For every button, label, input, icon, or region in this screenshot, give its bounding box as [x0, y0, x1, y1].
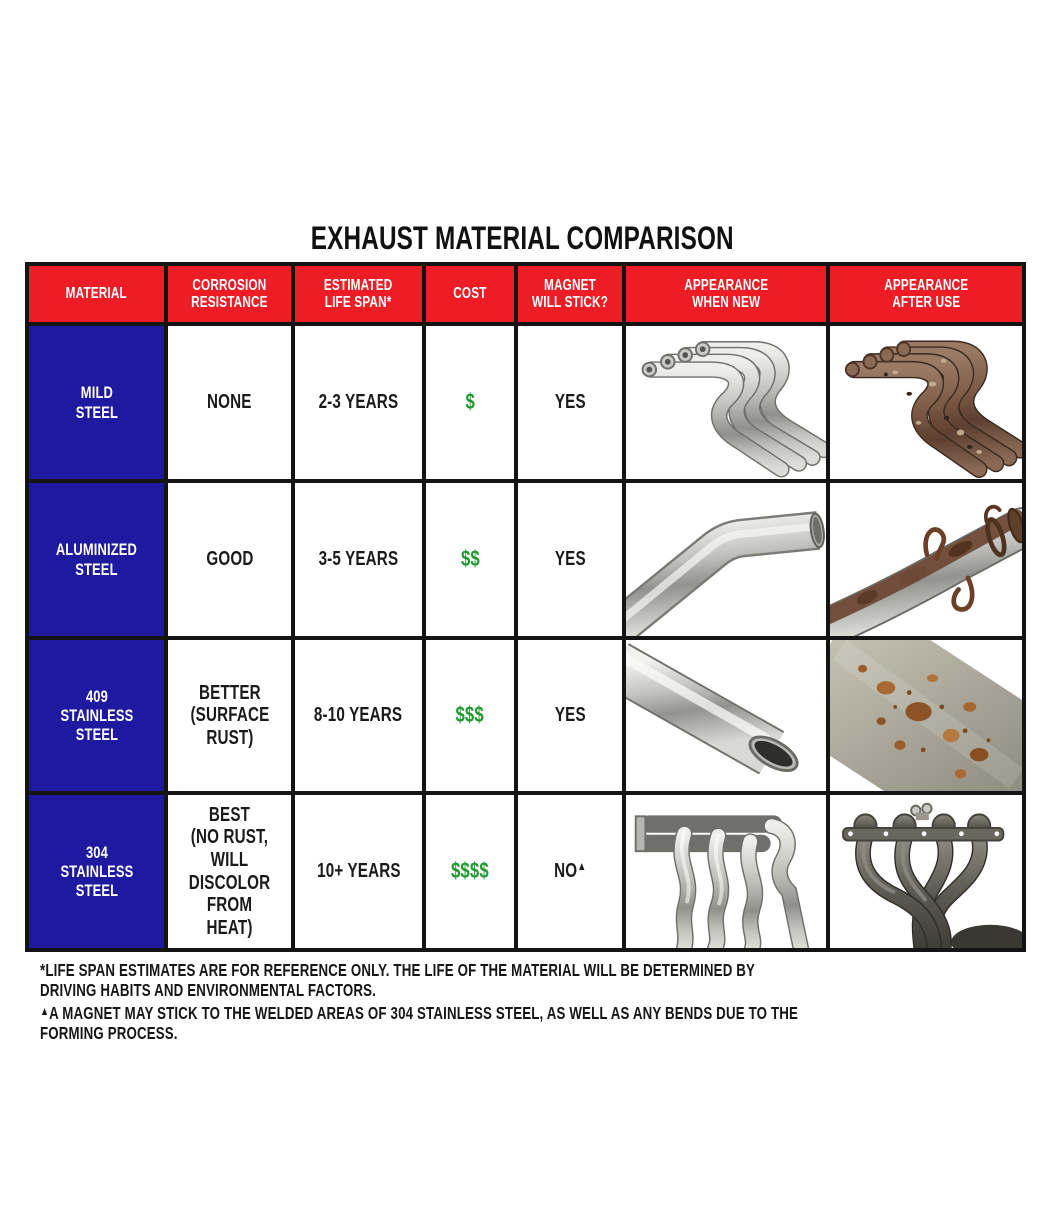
magnet-mild-steel: YES — [518, 326, 622, 479]
header-magnet-will-stick: MAGNET WILL STICK? — [518, 266, 622, 322]
photo-mild-steel-new — [626, 326, 826, 479]
cost-409-stainless: $$$ — [426, 640, 514, 791]
photo-409-stainless-used — [830, 640, 1022, 791]
cost-304-stainless: $$$$ — [426, 795, 514, 948]
header-appearance-when-new: APPEARANCE WHEN NEW — [626, 266, 826, 322]
photo-mild-steel-used — [830, 326, 1022, 479]
magnet-aluminized-steel: YES — [518, 483, 622, 636]
magnet-304-stainless: NO▲ — [518, 795, 622, 948]
lifespan-mild-steel: 2-3 YEARS — [295, 326, 422, 479]
cost-aluminized-steel: $$ — [426, 483, 514, 636]
material-304-stainless: 304 STAINLESS STEEL — [29, 795, 164, 948]
409-used-surface-rust-illustration — [830, 640, 1022, 791]
header-corrosion-resistance: CORROSION RESISTANCE — [168, 266, 291, 322]
lifespan-304-stainless: 10+ YEARS — [295, 795, 422, 948]
page-title — [0, 220, 1044, 257]
page-title-text: EXHAUST MATERIAL COMPARISON — [310, 220, 734, 256]
comparison-table — [25, 262, 1026, 952]
aluminized-new-pipe-illustration — [626, 483, 826, 636]
material-aluminized-steel: ALUMINIZED STEEL — [29, 483, 164, 636]
photo-304-stainless-new — [626, 795, 826, 948]
corrosion-mild-steel: NONE — [168, 326, 291, 479]
photo-aluminized-steel-new — [626, 483, 826, 636]
cost-mild-steel: $ — [426, 326, 514, 479]
304-used-headers-illustration — [830, 795, 1022, 948]
header-appearance-after-use: APPEARANCE AFTER USE — [830, 266, 1022, 322]
lifespan-aluminized-steel: 3-5 YEARS — [295, 483, 422, 636]
header-cost: COST — [426, 266, 514, 322]
header-estimated-life-span: ESTIMATED LIFE SPAN* — [295, 266, 422, 322]
photo-304-stainless-used — [830, 795, 1022, 948]
magnet-409-stainless: YES — [518, 640, 622, 791]
photo-aluminized-steel-used — [830, 483, 1022, 636]
footnote-life-span: *LIFE SPAN ESTIMATES ARE FOR REFERENCE ONLY. THE LIFE OF THE MATERIAL WILL BE DETERMINED BY DRIVING HABITS AND ENVIRONMENTAL FACTORS. — [40, 960, 755, 1000]
corrosion-409-stainless: BETTER (SURFACE RUST) — [168, 640, 291, 791]
mild-steel-used-headers-illustration — [830, 326, 1022, 479]
aluminized-used-pipe-illustration — [830, 483, 1022, 636]
footnotes — [40, 961, 1044, 1047]
material-mild-steel: MILD STEEL — [29, 326, 164, 479]
corrosion-304-stainless: BEST (NO RUST, WILL DISCOLOR FROM HEAT) — [168, 795, 291, 948]
mild-steel-new-headers-illustration — [626, 326, 826, 479]
header-material: MATERIAL — [29, 266, 164, 322]
footnote-magnet: ▲A MAGNET MAY STICK TO THE WELDED AREAS OF 304 STAINLESS STEEL, AS WELL AS ANY BENDS DUE TO THE FORMING PROCESS. — [40, 1002, 799, 1043]
photo-409-stainless-new — [626, 640, 826, 791]
409-new-tube-illustration — [626, 640, 826, 791]
304-new-headers-illustration — [626, 795, 826, 948]
material-409-stainless: 409 STAINLESS STEEL — [29, 640, 164, 791]
corrosion-aluminized-steel: GOOD — [168, 483, 291, 636]
lifespan-409-stainless: 8-10 YEARS — [295, 640, 422, 791]
clamp-detail — [911, 804, 932, 820]
